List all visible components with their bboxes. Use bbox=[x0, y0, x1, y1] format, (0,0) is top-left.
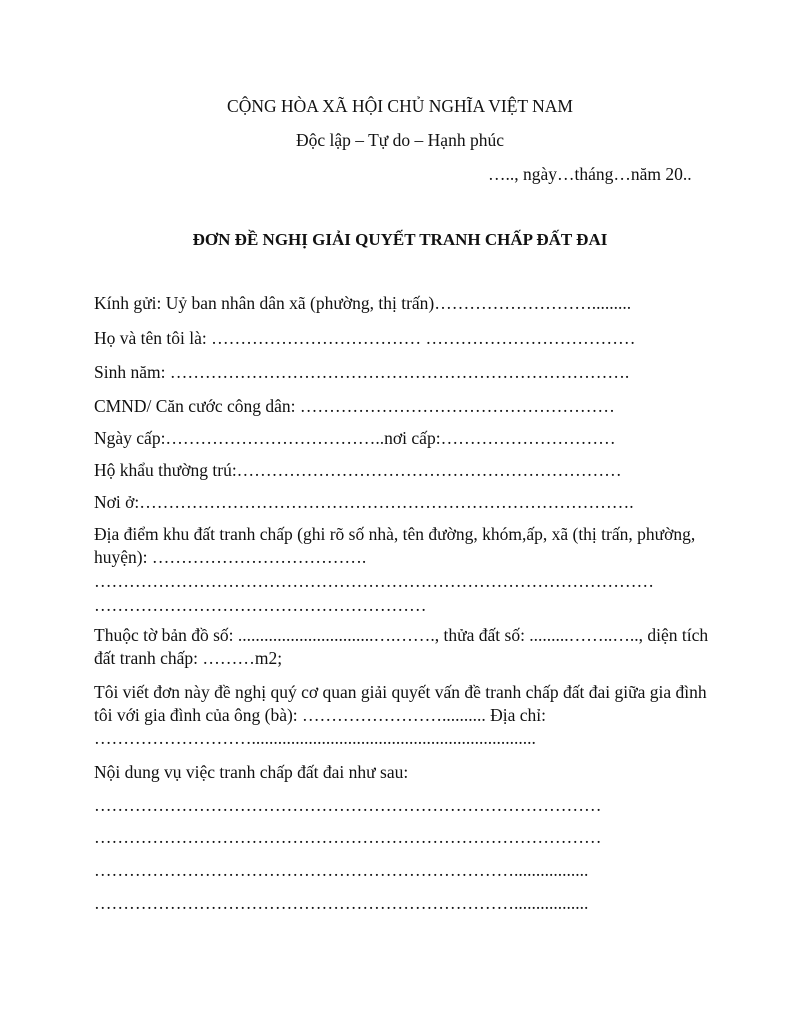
disputed-location-line-3: ………………………………………………… bbox=[94, 595, 427, 615]
content-line: ………………………………………………………………................. bbox=[94, 860, 589, 880]
birth-year-field: Sinh năm: ……………………………………………………………………. bbox=[94, 362, 630, 382]
disputed-location-field: Địa điểm khu đất tranh chấp (ghi rõ số nhà, tên đường, khóm,ấp, xã (thị trấn, phường, huyện): ………………………………. bbox=[94, 524, 696, 567]
disputed-location-line-2: …………………………………………………………………………………… bbox=[94, 571, 654, 591]
id-card-field: CMND/ Căn cước công dân: ……………………………………………… bbox=[94, 396, 615, 416]
content-heading: Nội dung vụ việc tranh chấp đất đai như sau: bbox=[94, 762, 409, 782]
recipient-line: Kính gửi: Uỷ ban nhân dân xã (phường, thị trấn)………………………......... bbox=[94, 293, 632, 313]
content-line: ………………………………………………………………................. bbox=[94, 893, 589, 913]
date-line: ….., ngày…tháng…năm 20.. bbox=[488, 164, 692, 184]
full-name-field: Họ và tên tôi là: ……………………………… ……………………………… bbox=[94, 328, 636, 348]
content-line: …………………………………………………………………………… bbox=[94, 795, 602, 815]
permanent-residence-field: Hộ khẩu thường trú:………………………………………………………… bbox=[94, 460, 622, 480]
form-title: ĐƠN ĐỀ NGHỊ GIẢI QUYẾT TRANH CHẤP ĐẤT ĐAI bbox=[192, 230, 608, 249]
national-title: CỘNG HÒA XÃ HỘI CHỦ NGHĨA VIỆT NAM bbox=[227, 96, 573, 116]
request-paragraph: Tôi viết đơn này đề nghị quý cơ quan giải quyết vấn đề tranh chấp đất đai giữa gia đình tôi với gia đình của ông (bà): …………………….......... Địa chỉ: bbox=[94, 682, 707, 725]
content-line: …………………………………………………………………………… bbox=[94, 827, 602, 847]
motto: Độc lập – Tự do – Hạnh phúc bbox=[296, 130, 504, 150]
request-address-line: ………………………................................................................. bbox=[94, 728, 536, 748]
current-address-field: Nơi ở:…………………………………………………………………………. bbox=[94, 492, 634, 512]
issue-date-place-field: Ngày cấp:………………………………..nơi cấp:………………………… bbox=[94, 428, 616, 448]
map-sheet-field: Thuộc tờ bản đồ số: ...............................….……., thửa đất số: .........……..….., diện tích đất tranh chấp: ………m2; bbox=[94, 625, 709, 668]
